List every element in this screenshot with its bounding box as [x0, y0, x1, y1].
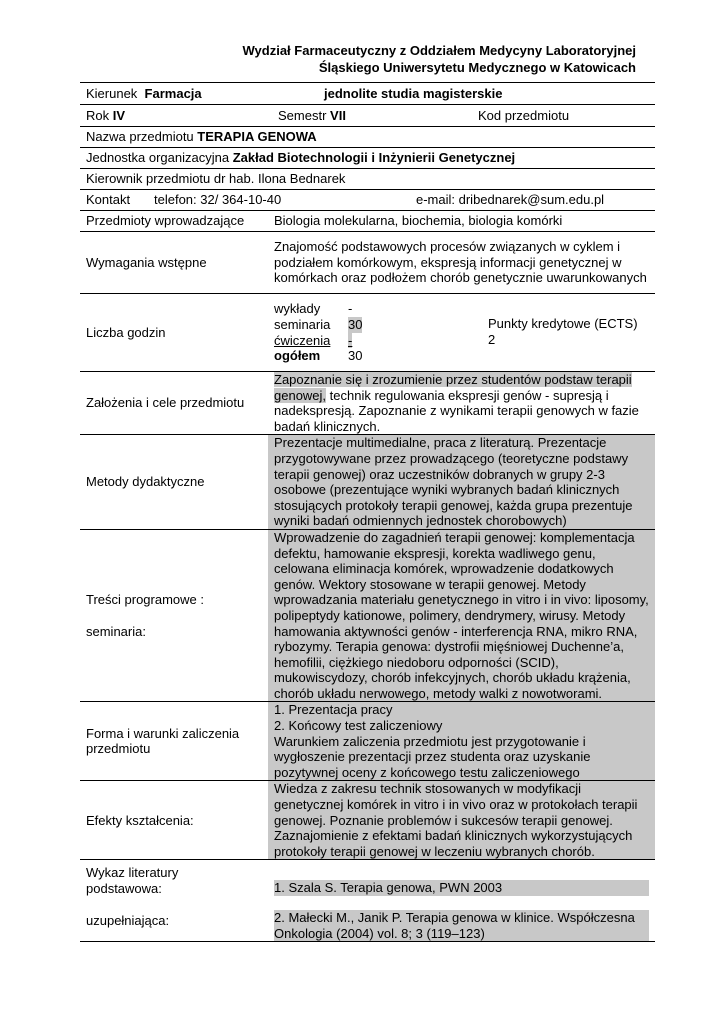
- email-address: e-mail: dribednarek@sum.edu.pl: [416, 192, 605, 208]
- row-zalozenia: [80, 372, 655, 435]
- row-godziny: [80, 294, 655, 372]
- zalozenia-text: technik regulowania ekspresji genów - supresją i nadekspresją. Zapoznanie z wynikami terapii genowych w fazie badań klinicznych.: [274, 387, 639, 434]
- wprowadzajace-value: Biologia molekularna, biochemia, biologia komórki: [274, 213, 563, 229]
- kod-label: Kod przedmiotu: [478, 107, 570, 123]
- kierownik-text: Kierownik przedmiotu dr hab. Ilona Bednarek: [86, 171, 346, 187]
- university-name: Śląskiego Uniwersytetu Medycznego w Katowicach: [318, 60, 636, 75]
- wprowadzajace-label: Przedmioty wprowadzające: [86, 213, 245, 229]
- row-nazwa: [80, 127, 655, 148]
- wyklady-label: wykłady: [274, 301, 321, 317]
- wymagania-label: Wymagania wstępne: [86, 254, 207, 270]
- kierunek-label: Kierunek: [86, 85, 138, 101]
- row-forma: [80, 702, 655, 781]
- cwiczenia-label: ćwiczenia: [274, 332, 331, 348]
- phone-number: telefon: 32/ 364-10-40: [154, 192, 282, 208]
- seminaria-value: 30: [348, 316, 363, 332]
- row-metody: [80, 435, 655, 530]
- wyklady-value: -: [348, 301, 353, 317]
- literatura-label: Wykaz literatury: [86, 865, 179, 881]
- rok-value: IV: [112, 107, 126, 123]
- row-efekty: [80, 781, 655, 860]
- tresci-value: Wprowadzenie do zagadnień terapii genowej: komplementacja defektu, hamowanie ekspresji, korekta wadliwego genu, celowana eliminacja komórek, wprowadzenie dodatkowych genów. Wektory stosowane w terapii genowej. Metody wprowadzania materiału genetycznego in vitro i in vivo: liposomy, polipeptydy kationowe, polimery, dendrymery, wirusy. Metody hamowania aktywności genów - interferencja RNA, mikro RNA, rybozymy. Terapia genowa: dystrofii mięśniowej Duchenne’a, hemofilii, ciężkiego niedoboru odporności (SCID), mukowiscydozy, chorób infekcyjnych, chorób układu krążenia, chorób układu nerwowego, metody walki z nowotworami.: [274, 529, 649, 701]
- godziny-label: Liczba godzin: [86, 324, 166, 340]
- literatura-podstawowa: 1. Szala S. Terapia genowa, PWN 2003: [274, 880, 649, 896]
- nazwa-value: TERAPIA GENOWA: [197, 129, 317, 145]
- semestr-value: VII: [330, 107, 346, 123]
- metody-label: Metody dydaktyczne: [86, 474, 205, 490]
- kierunek-value: Farmacja: [144, 85, 202, 101]
- ogolem-value: 30: [348, 348, 363, 364]
- row-kierownik: [80, 169, 655, 190]
- jednostka-value: Zakład Biotechnologii i Inżynierii Genetycznej: [232, 150, 516, 166]
- uzupelniajaca-label: uzupełniająca:: [86, 912, 170, 928]
- rok-label: Rok: [86, 107, 110, 123]
- efekty-label: Efekty kształcenia:: [86, 812, 194, 828]
- kontakt-label: Kontakt: [86, 192, 131, 208]
- podstawowa-label: podstawowa:: [86, 881, 162, 897]
- row-kontakt: [80, 190, 655, 211]
- forma-item-1: 1. Prezentacja pracy: [274, 702, 393, 718]
- ogolem-label: ogółem: [274, 348, 321, 364]
- cwiczenia-value: -: [348, 332, 353, 348]
- ects-value: 2: [488, 331, 496, 347]
- row-rok: [80, 105, 655, 127]
- syllabus-table: [80, 82, 655, 942]
- wymagania-value: Znajomość podstawowych procesów związanych w cyklem i podziałem komórkowym, ekspresją informacji genetycznej w komórkach oraz podłożem chorób genetycznie uwarunkowanych: [274, 239, 647, 286]
- faculty-name: Wydział Farmaceutyczny z Oddziałem Medycyny Laboratoryjnej: [242, 43, 636, 58]
- efekty-value: Wiedza z zakresu technik stosowanych w modyfikacji genetycznej komórek in vitro i in vivo oraz w protokołach terapii genowej. Poznanie problemów i sukcesów terapii genowej. Zaznajomienie z efektami badań klinicznych wykorzystujących protokoły terapii genowej w leczeniu wybranych chorób.: [274, 781, 638, 859]
- nazwa-label: Nazwa przedmiotu: [86, 129, 194, 145]
- semestr-label: Semestr: [278, 107, 327, 123]
- seminaria-label: seminaria: [274, 316, 331, 332]
- row-wymagania: [80, 232, 655, 294]
- row-tresci: [80, 529, 655, 702]
- zalozenia-label: Założenia i cele przedmiotu: [86, 395, 245, 411]
- literatura-uzupelniajaca: 2. Małecki M., Janik P. Terapia genowa w klinice. Współczesna Onkologia (2004) vol. 8; 3 (119–123): [274, 910, 649, 941]
- forma-label: Forma i warunki zaliczenia przedmiotu: [86, 725, 240, 757]
- ects-label: Punkty kredytowe (ECTS): [488, 316, 638, 332]
- metody-value: Prezentacje multimedialne, praca z literaturą. Prezentacje przygotowywane przez prowadzącego (teoretyczne podstawy terapii genowej) oraz uczestników dobranych w grupy 2-3 osobowe (prezentujące wyniki wybranych badań klinicznych stosujących protokoły terapii genowej, każda grupa prezentuje wyniki badań odmiennych jednostek chorobowych): [274, 435, 633, 529]
- row-wprowadzajace: [80, 211, 655, 232]
- seminaria-sublabel: seminaria:: [86, 623, 146, 639]
- row-jednostka: [80, 148, 655, 169]
- faculty-header: [243, 42, 637, 76]
- zalozenia-highlight: Zapoznanie się i zrozumienie przez studentów podstaw terapii genowej,: [274, 372, 632, 403]
- row-kierunek: [80, 83, 655, 105]
- study-type: jednolite studia magisterskie: [324, 85, 503, 101]
- tresci-label: Treści programowe :: [86, 592, 204, 608]
- jednostka-label: Jednostka organizacyjna: [86, 150, 230, 166]
- forma-conditions: Warunkiem zaliczenia przedmiotu jest przygotowanie i wygłoszenie prezentacji przez studenta oraz uzyskanie pozytywnej oceny z końcowego testu zaliczeniowego: [274, 733, 591, 780]
- forma-item-2: 2. Końcowy test zaliczeniowy: [274, 718, 443, 734]
- row-literatura: [80, 860, 655, 942]
